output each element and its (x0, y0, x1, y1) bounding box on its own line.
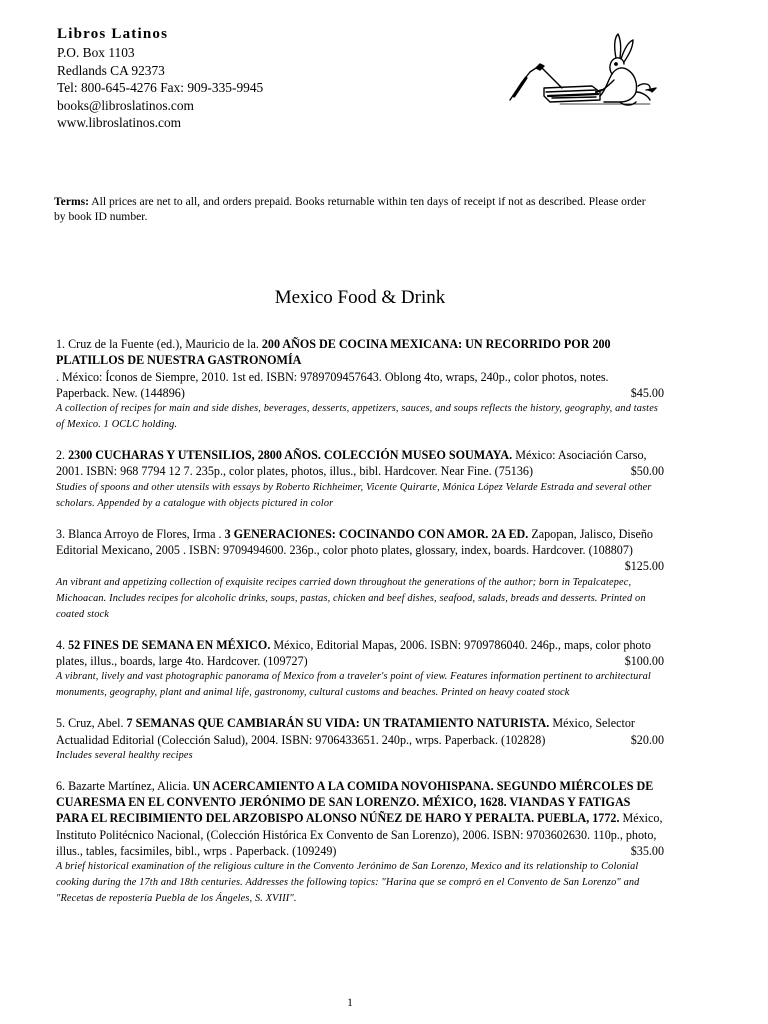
listing-entry (56, 447, 664, 480)
listing-price: $20.00 (630, 732, 664, 747)
listing-title: 2300 CUCHARAS Y UTENSILIOS, 2800 AÑOS. COLECCIÓN MUSEO SOUMAYA. (68, 448, 513, 463)
book-listing (56, 778, 664, 907)
rabbit-reading-book-logo (500, 30, 670, 110)
company-name: Libros Latinos (57, 26, 169, 42)
listing-description: Includes several healthy recipes (56, 749, 193, 761)
listing-price: $50.00 (630, 464, 664, 479)
listing-lead: 1. Cruz de la Fuente (ed.), Mauricio de la. (56, 337, 262, 351)
listing-details: México, Editorial Mapas, 2006. ISBN: 9709786040. 246p., maps, color photo plates, illus., boards, large 4to. Hardcover. (109727) (56, 637, 651, 668)
listing-title: 7 SEMANAS QUE CAMBIARÁN SU VIDA: UN TRATAMIENTO NATURISTA. (126, 716, 550, 731)
listing-lead: 6. Bazarte Martínez, Alicia. (56, 778, 193, 793)
book-listings (56, 336, 664, 921)
terms-label: Terms: (54, 195, 89, 208)
book-listing (56, 715, 664, 764)
contact-website: www.libroslatinos.com (57, 115, 182, 131)
book-listing (56, 637, 664, 702)
book-listing (56, 526, 664, 623)
listing-price: $45.00 (630, 385, 664, 400)
listing-description: An vibrant and appetizing collection of exquisite recipes carried down throughout the generations of the author; born in Tepalcatepec, Michoacan. Includes recipes for alcoholic drinks, soups, pastas, chicken and beef dishes, seafood, salads, breads and desserts. Printed on coated stock (56, 576, 646, 620)
terms-text: All prices are net to all, and orders prepaid. Books returnable within ten days of receipt if not as described. Please order by book ID number. (54, 195, 646, 223)
listing-entry (56, 526, 664, 575)
listing-lead: 2. (56, 448, 69, 463)
listing-entry (56, 715, 664, 748)
listing-title: 3 GENERACIONES: COCINANDO CON AMOR. 2A ED. (224, 526, 529, 541)
contact-address: P.O. Box 1103 (57, 45, 135, 60)
listing-entry (56, 778, 664, 859)
terms-paragraph (54, 194, 654, 224)
listing-title: 200 AÑOS DE COCINA MEXICANA: UN RECORRIDO POR 200 PLATILLOS DE NUESTRA GASTRONOMÍA (56, 337, 611, 368)
listing-lead: 4. (56, 637, 69, 652)
listing-description: A collection of recipes for main and side dishes, beverages, desserts, appetizers, sauces, and soups reflects the history, geography, and tastes of Mexico. 1 OCLC holding. (56, 403, 659, 431)
book-listing (56, 336, 664, 433)
listing-entry (56, 336, 664, 401)
listing-details: Zapopan, Jalisco, Diseño Editorial Mexicano, 2005 . ISBN: 9709494600. 236p., color photo plates, glossary, index, boards. Hardcover. (108807) (56, 526, 653, 558)
listing-description: Studies of spoons and other utensils with essays by Roberto Richheimer, Vicente Quirarte, Mónica López Velarde Estrada and several other scholars. Appended by a catalogue with objects pictured in color (56, 481, 652, 509)
listing-price: $100.00 (624, 653, 664, 668)
listing-price: $125.00 (624, 559, 664, 574)
listing-title: UN ACERCAMIENTO A LA COMIDA NOVOHISPANA. SEGUNDO MIÉRCOLES DE CUARESMA EN EL CONVENTO JERÓNIMO DE SAN LORENZO. MÉXICO, 1628. VIANDAS Y FATIGAS PARA EL RECIBIMIENTO DEL ARZOBISPO ALONSO NÚÑEZ DE HARO Y PERALTA. PUEBLA, 1772. (56, 778, 654, 826)
contact-phone-fax: Tel: 800-645-4276 Fax: 909-335-9945 (57, 80, 264, 96)
page-title: Mexico Food & Drink (274, 287, 446, 308)
listing-details: México, Selector Actualidad Editorial (Colección Salud), 2004. ISBN: 9706433651. 240p., wrps. Paperback. (102828) (56, 716, 635, 747)
listing-description: A vibrant, lively and vast photographic panorama of Mexico from a traveler's point of view. Features information pertinent to architectural monuments, geography, plant and animal life, gastronomy, cultural customs and beaches. Printed on heavy coated stock (56, 671, 651, 699)
listing-details: México: Asociación Carso, 2001. ISBN: 968 7794 12 7. 235p., color plates, photos, illus., bibl. Hardcover. Near Fine. (75136) (56, 448, 647, 479)
listing-description: A brief historical examination of the religious culture in the Convento Jerónimo de San Lorenzo, Mexico and its relationship to Colonial cooking during the 17th and 18th centuries. Addresses the following topics: "Harina que se compró en el Convento de San Lorenzo" and "Recetas de repostería Puebla de los Ángeles, S. XVIII". (56, 861, 640, 905)
listing-title: 52 FINES DE SEMANA EN MÉXICO. (68, 637, 271, 652)
contact-city: Redlands CA 92373 (57, 62, 165, 78)
listing-price: $35.00 (630, 844, 664, 859)
book-listing (56, 447, 664, 512)
listing-details: México, Instituto Politécnico Nacional, (Colección Histórica Ex Convento de San Lorenzo), 2006. ISBN: 9703602630. 110p., photo, illus., tables, facsimiles, bibl., wrps . Paperback. (109249) (56, 811, 663, 859)
listing-entry (56, 637, 664, 670)
page-number: 1 (347, 997, 353, 1009)
contact-email: books@libroslatinos.com (57, 97, 194, 113)
listing-details: . México: Íconos de Siempre, 2010. 1st ed. ISBN: 9789709457643. Oblong 4to, wraps, 240p., color photos, notes. Paperback. New. (144896) (56, 369, 609, 400)
letterhead (57, 25, 263, 132)
listing-lead: 3. Blanca Arroyo de Flores, Irma . (56, 526, 225, 541)
listing-lead: 5. Cruz, Abel. (56, 716, 127, 731)
